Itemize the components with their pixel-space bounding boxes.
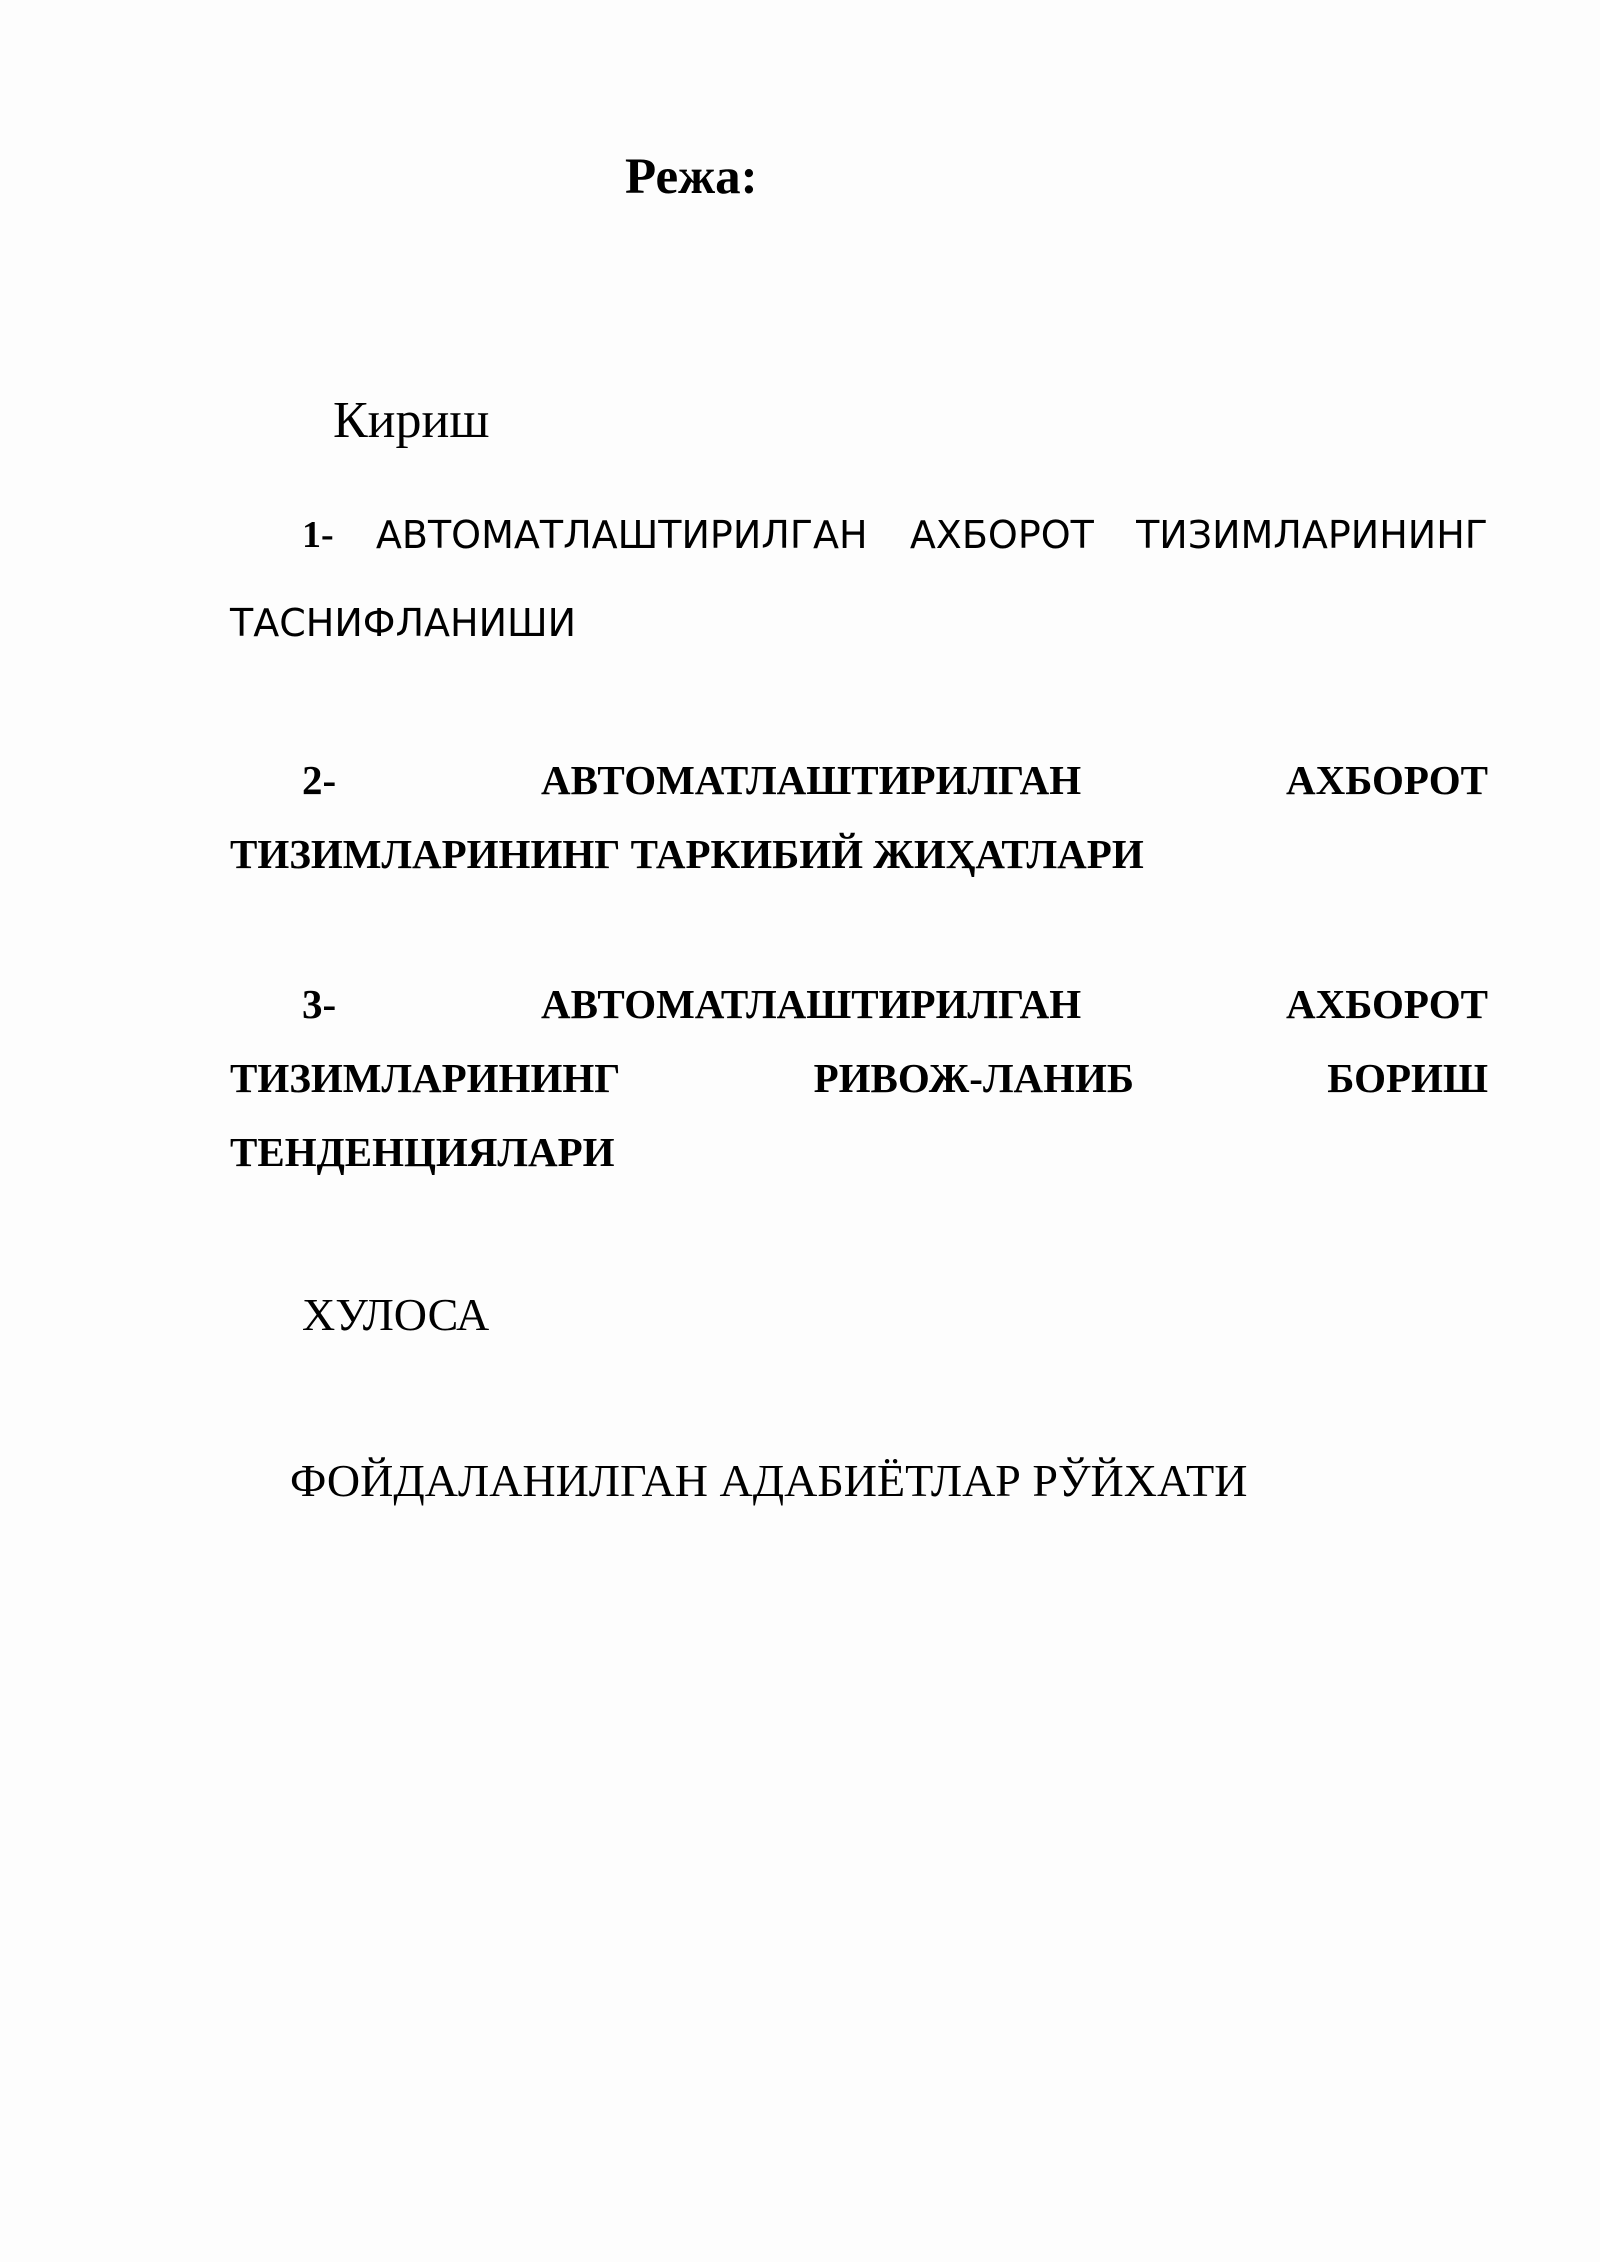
plan-item-1-word: АВТОМАТЛАШТИРИЛГАН: [375, 513, 868, 557]
plan-item-3-word: ТИЗИМЛАРИНИНГ: [230, 1055, 621, 1101]
conclusion-heading: ХУЛОСА: [302, 1289, 490, 1340]
plan-item-3-word: РИВОЖ-ЛАНИБ: [813, 1055, 1135, 1101]
plan-item-3-number: 3-: [302, 981, 337, 1027]
plan-item-1-continuation: ТАСНИФЛАНИШИ: [230, 601, 577, 645]
plan-item-2-word: АХБОРОТ: [1286, 757, 1488, 803]
plan-item-3-continuation: ТЕНДЕНЦИЯЛАРИ: [230, 1129, 615, 1175]
plan-item-2-continuation: ТИЗИМЛАРИНИНГ ТАРКИБИЙ ЖИҲАТЛАРИ: [230, 831, 1144, 877]
plan-item-2-line-2: [230, 831, 1488, 908]
plan-item-2-number: 2-: [302, 757, 337, 803]
plan-title: Режа:: [625, 149, 758, 205]
plan-item-3: [230, 981, 1488, 1206]
plan-item-2-word: АВТОМАТЛАШТИРИЛГАН: [541, 757, 1082, 803]
plan-item-3-line-3: [230, 1129, 1488, 1206]
plan-item-1-word: ТИЗИМЛАРИНИНГ: [1136, 513, 1488, 557]
plan-item-3-word: АХБОРОТ: [1286, 981, 1488, 1027]
plan-item-3-line-1: [230, 981, 1488, 1058]
plan-item-2-line-1: [230, 757, 1488, 834]
plan-item-1-word: АХБОРОТ: [909, 513, 1094, 557]
plan-item-1-line-1: [230, 513, 1488, 604]
intro-heading: Кириш: [333, 392, 490, 449]
plan-item-3-line-2: [230, 1055, 1488, 1132]
plan-item-1-number: 1-: [302, 514, 334, 556]
references-heading: ФОЙДАЛАНИЛГАН АДАБИЁТЛАР РЎЙХАТИ: [290, 1455, 1248, 1506]
plan-item-3-word: БОРИШ: [1327, 1055, 1488, 1101]
plan-item-3-word: АВТОМАТЛАШТИРИЛГАН: [541, 981, 1082, 1027]
plan-item-1: [230, 513, 1488, 692]
plan-item-1-line-2: [230, 601, 1488, 692]
plan-item-2: [230, 757, 1488, 908]
